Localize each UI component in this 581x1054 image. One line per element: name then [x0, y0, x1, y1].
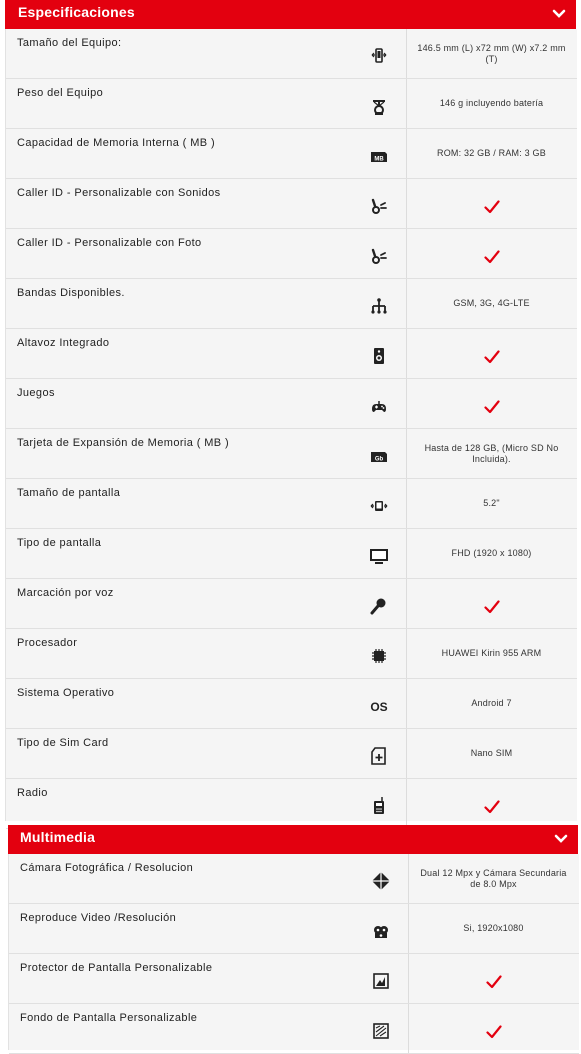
check-cell — [408, 954, 579, 1003]
spec-label: Tarjeta de Expansión de Memoria ( MB ) — [17, 437, 230, 449]
check-cell — [406, 779, 577, 828]
table-row — [9, 954, 579, 1004]
table-row — [6, 179, 577, 229]
spec-label: Reproduce Video /Resolución — [20, 912, 177, 924]
spec-value: FHD (1920 x 1080) — [451, 548, 532, 558]
gamepad-icon — [369, 396, 389, 416]
check-cell — [406, 179, 577, 228]
svg-text:MB: MB — [374, 156, 384, 163]
spec-value: HUAWEI Kirin 955 ARM — [441, 648, 542, 658]
check-icon — [484, 600, 500, 614]
check-cell — [406, 579, 577, 628]
table-row — [9, 904, 579, 954]
sim-card-icon — [369, 746, 389, 766]
table-row — [6, 229, 577, 279]
table-row — [6, 729, 577, 779]
radio-icon — [369, 796, 389, 816]
spec-label: Tamaño de pantalla — [17, 487, 121, 499]
check-icon — [484, 200, 500, 214]
chevron-down-icon[interactable] — [552, 8, 566, 20]
chevron-down-icon[interactable] — [554, 833, 568, 845]
spec-label: Radio — [17, 787, 48, 799]
spec-label: Fondo de Pantalla Personalizable — [20, 1012, 198, 1024]
caller-id-icon — [369, 246, 389, 266]
spec-label: Tamaño del Equipo: — [17, 37, 122, 49]
monitor-icon — [369, 546, 389, 566]
table-row — [6, 279, 577, 329]
spec-label: Cámara Fotográfica / Resolucion — [20, 862, 194, 874]
screensaver-icon — [371, 971, 391, 991]
spec-label: Tipo de Sim Card — [17, 737, 109, 749]
table-row — [6, 379, 577, 429]
memory-card-icon — [369, 446, 389, 466]
check-icon — [484, 250, 500, 264]
spec-label: Marcación por voz — [17, 587, 114, 599]
scale-icon — [369, 96, 389, 116]
spec-label: Capacidad de Memoria Interna ( MB ) — [17, 137, 216, 149]
screen-size-icon — [369, 496, 389, 516]
check-icon — [486, 1025, 502, 1039]
spec-label: Bandas Disponibles. — [17, 287, 125, 299]
video-reel-icon — [371, 921, 391, 941]
check-cell — [406, 379, 577, 428]
spec-label: Peso del Equipo — [17, 87, 104, 99]
os-icon — [369, 696, 389, 716]
check-icon — [484, 800, 500, 814]
section-title: Multimedia — [20, 829, 96, 845]
spec-value: 5.2" — [483, 498, 500, 508]
spec-value: 146.5 mm (L) x72 mm (W) x7.2 mm (T) — [417, 42, 566, 64]
table-row — [6, 629, 577, 679]
section-title: Especificaciones — [18, 4, 135, 20]
table-row — [9, 854, 579, 904]
table-row — [6, 779, 577, 829]
table-row — [6, 329, 577, 379]
spec-label: Altavoz Integrado — [17, 337, 110, 349]
spec-value: Dual 12 Mpx y Cámara Secundaria de 8.0 Mpx — [420, 867, 567, 889]
check-cell — [406, 229, 577, 278]
check-icon — [486, 975, 502, 989]
multimedia-table — [8, 854, 579, 1050]
spec-label: Sistema Operativo — [17, 687, 115, 699]
speaker-icon — [369, 346, 389, 366]
check-icon — [484, 400, 500, 414]
spec-value: ROM: 32 GB / RAM: 3 GB — [437, 148, 546, 158]
table-row — [6, 579, 577, 629]
spec-label: Caller ID - Personalizable con Foto — [17, 237, 202, 249]
table-row — [6, 429, 577, 479]
spec-label: Caller ID - Personalizable con Sonidos — [17, 187, 221, 199]
microphone-icon — [369, 596, 389, 616]
table-row — [6, 479, 577, 529]
spec-label: Protector de Pantalla Personalizable — [20, 962, 213, 974]
spec-value: GSM, 3G, 4G-LTE — [453, 298, 530, 308]
table-row — [6, 129, 577, 179]
svg-text:Gb: Gb — [374, 456, 384, 463]
table-row — [6, 529, 577, 579]
processor-icon — [369, 646, 389, 666]
specifications-header[interactable] — [5, 0, 576, 29]
spec-label: Juegos — [17, 387, 55, 399]
wallpaper-icon — [371, 1021, 391, 1041]
phone-size-icon — [369, 46, 389, 66]
check-cell — [408, 1004, 579, 1053]
spec-value: 146 g incluyendo batería — [439, 98, 544, 108]
specifications-table — [5, 29, 577, 821]
table-row — [6, 679, 577, 729]
spec-value: Hasta de 128 GB, (Micro SD No Incluida). — [424, 442, 559, 464]
table-row — [9, 1004, 579, 1054]
svg-text:OS: OS — [370, 700, 388, 714]
check-icon — [484, 350, 500, 364]
spec-value: Nano SIM — [470, 748, 513, 758]
spec-label: Procesador — [17, 637, 78, 649]
network-bands-icon — [369, 296, 389, 316]
spec-value: Si, 1920x1080 — [463, 923, 524, 933]
spec-value: Android 7 — [471, 698, 512, 708]
table-row — [6, 79, 577, 129]
memory-mb-icon — [369, 146, 389, 166]
multimedia-header[interactable] — [8, 825, 578, 854]
camera-icon — [371, 871, 391, 891]
table-row — [6, 29, 577, 79]
check-cell — [406, 329, 577, 378]
caller-id-icon — [369, 196, 389, 216]
spec-label: Tipo de pantalla — [17, 537, 102, 549]
